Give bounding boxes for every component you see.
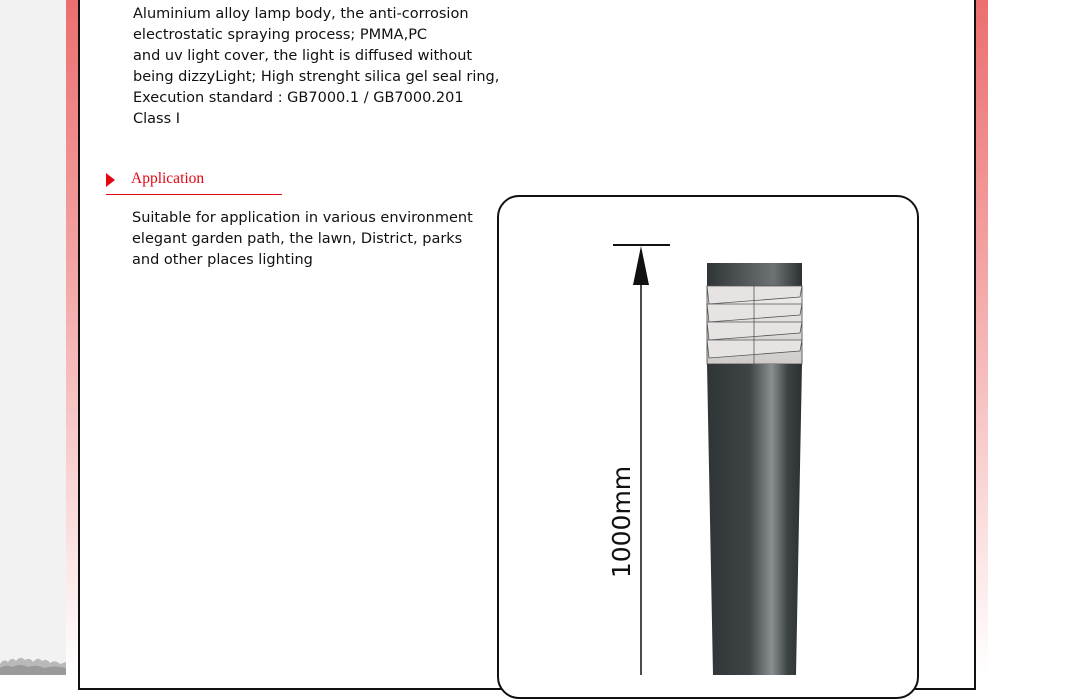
material-line: being dizzyLight; High strenght silica gel seal ring, bbox=[133, 69, 500, 85]
application-line: Suitable for application in various environment bbox=[132, 210, 473, 226]
material-line: Execution standard : GB7000.1 / GB7000.201 bbox=[133, 90, 464, 106]
height-label: 1000mm bbox=[607, 465, 636, 579]
material-line: electrostatic spraying process; PMMA,PC bbox=[133, 27, 428, 43]
application-title: Application bbox=[131, 170, 205, 187]
application-line: elegant garden path, the lawn, District, parks bbox=[132, 231, 463, 247]
material-line: Class I bbox=[133, 111, 181, 127]
material-line: and uv light cover, the light is diffused without bbox=[133, 48, 473, 64]
material-line: Aluminium alloy lamp body, the anti-corrosion bbox=[133, 6, 469, 22]
height-dimension-line bbox=[613, 245, 670, 675]
bollard-lamp-icon bbox=[707, 263, 802, 675]
application-line: and other places lighting bbox=[132, 252, 313, 268]
